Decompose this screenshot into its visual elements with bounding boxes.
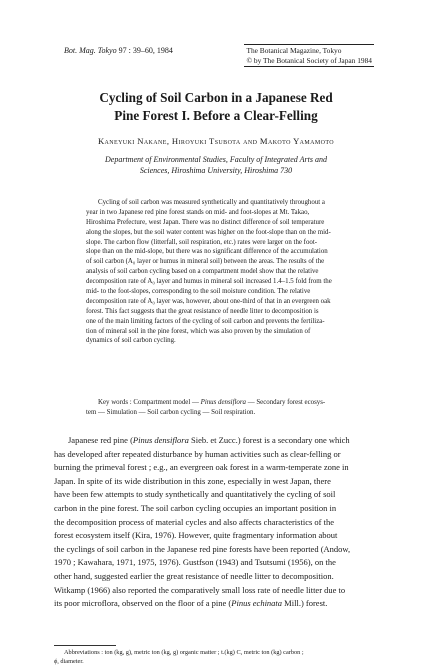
body-text-segment: its poor microflora, observed on the floor of a pine ( — [54, 598, 232, 609]
body-line — [54, 434, 386, 448]
keywords-text-1a: Compartment model — — [133, 399, 201, 406]
publisher-box — [244, 44, 374, 67]
body-line — [54, 543, 386, 557]
body-line — [54, 584, 386, 598]
body-line — [54, 448, 386, 462]
abstract — [86, 198, 384, 346]
keywords — [86, 398, 384, 417]
body-text-segment: Mill.) forest. — [282, 598, 328, 609]
affiliation — [40, 155, 392, 176]
affiliation-line-2: Sciences, Hiroshima University, Hiroshima 730 — [139, 165, 293, 175]
journal-citation — [64, 46, 173, 55]
species-name: Pinus densiflora — [132, 435, 189, 445]
keywords-species: Pinus densiflora — [200, 399, 246, 406]
body-text-segment: have been few attempts to study synthetically and quantitatively the cycling of soil — [54, 489, 336, 500]
body-text-segment: the decomposition process of material cycles and also affects characteristics of the — [54, 516, 334, 527]
keywords-label: Key words : — [98, 399, 132, 406]
body-text-segment: burning the primeval forest ; e.g., an evergreen oak forest in a warm-temperate zone in — [54, 462, 349, 473]
species-name: Pinus echinata — [231, 598, 283, 609]
abstract-line: Hiroshima Prefecture, west Japan. There was no distinct difference of soil temperature — [86, 218, 325, 226]
body-line — [54, 488, 386, 502]
body-paragraph — [54, 434, 386, 611]
footnote-line-1: Abbreviations : ton (kg, g), metric ton (kg, g) organic matter ; t.(kg) C, metric ton (kg) carbon ; — [64, 649, 304, 656]
body-line — [54, 570, 386, 584]
abstract-line: year in two Japanese red pine forest stands on mid- and foot-slopes at Mt. Takao, — [86, 208, 310, 216]
body-text-segment: forest ecosystem itself (Kira, 1976). However, quite fragmentary information about — [54, 530, 338, 541]
body-text-segment: other hand, suggested earlier the great resistance of needle litter to decomposition. — [54, 570, 334, 581]
body-text-segment: the cyclings of soil carbon in the Japanese red pine forests have been reported (Andow, — [54, 543, 351, 554]
footnote-line-2-text: , diameter. — [57, 658, 84, 666]
abstract-line: forest. This fact suggests that the great resistance of needle litter to decomposition is — [86, 307, 319, 315]
abstract-line: dynamics of soil carbon cycling. — [86, 337, 176, 345]
abstract-line: decomposition rate of A₀ layer was, however, about one-third of that in an evergreen oak — [86, 297, 331, 305]
abstract-line: along the slopes, but the soil water content was higher on the foot-slope than on the mid- — [86, 228, 331, 236]
title-line-2: Pine Forest I. Before a Clear-Felling — [114, 108, 318, 123]
volume-pages: 97 : 39–60, 1984 — [118, 46, 173, 55]
body-text-segment: Japanese red pine ( — [68, 435, 133, 445]
footnote — [54, 648, 394, 666]
body-text-segment: Sieb. et Zucc.) forest is a secondary one which — [188, 435, 350, 445]
footnote-phi: ϕ — [54, 658, 58, 666]
body-text-segment: Witkamp (1966) also reported the comparatively small loss rate of needle litter due to — [54, 584, 346, 595]
body-line — [54, 516, 386, 530]
abstract-line: slope than on the mid-slope, but there was no significant difference of the accumulation — [86, 248, 328, 256]
abstract-line: one of the main limiting factors of the cycling of soil carbon and prevents the fertiliza- — [86, 317, 325, 325]
journal-abbrev: Bot. Mag. Tokyo — [64, 46, 117, 55]
body-line — [54, 556, 386, 570]
body-text-segment: has developed after repeated disturbance by human activities such as clear-felling or — [54, 448, 341, 459]
body-line — [54, 597, 386, 611]
keywords-line-2: tem — Simulation — Soil carbon cycling — Soil respiration. — [86, 408, 256, 416]
body-text-segment: Japan. In spite of its wide distribution in this zone, especially in west Japan, there — [54, 475, 331, 486]
abstract-line: Cycling of soil carbon was measured synthetically and quantitatively throughout a — [98, 199, 325, 206]
copyright-line: © by The Botanical Society of Japan 1984 — [246, 55, 372, 65]
abstract-line: tion of mineral soil in the pine forest, which was also proven by the simulation of — [86, 327, 311, 335]
body-text-segment: carbon in the pine forest. The soil carbon cycling occupies an important position in — [54, 502, 337, 513]
body-line — [54, 461, 386, 475]
article-title — [40, 89, 392, 125]
keywords-text-1b: — Secondary forest ecosys- — [245, 399, 326, 406]
title-line-1: Cycling of Soil Carbon in a Japanese Red — [99, 90, 333, 105]
footnote-rule — [54, 645, 116, 646]
abstract-line: slope. The carbon flow (litterfall, soil respiration, etc.) rates were larger on the foot- — [86, 238, 318, 246]
abstract-line: analysis of soil carbon cycling based on a compartment model show that the relative — [86, 268, 319, 276]
keywords-line-1 — [86, 398, 384, 408]
footnote-line-2 — [54, 657, 394, 666]
affiliation-line-1: Department of Environmental Studies, Faculty of Integrated Arts and — [105, 155, 327, 164]
body-line — [54, 529, 386, 543]
body-line — [54, 475, 386, 489]
abstract-line: decomposition rate of A₀ layer and humus in mineral soil increased 1.4–1.5 fold from the — [86, 278, 332, 286]
abstract-line: of soil carbon (A₀ layer or humus in mineral soil) between the areas. The results of the — [86, 258, 325, 266]
publisher-line-1: The Botanical Magazine, Tokyo — [246, 46, 342, 55]
body-line — [54, 502, 386, 516]
body-text-segment: 1970 ; Kawahara, 1971, 1975, 1976). Gustfson (1943) and Tsutsumi (1956), on the — [54, 557, 336, 568]
author-list: Kaneyuki Nakane, Hiroyuki Tsubota and Makoto Yamamoto — [97, 136, 335, 146]
abstract-line: mid- to the foot-slopes, corresponding to the soil moisture condition. The relative — [86, 288, 311, 296]
page-header — [64, 44, 374, 68]
